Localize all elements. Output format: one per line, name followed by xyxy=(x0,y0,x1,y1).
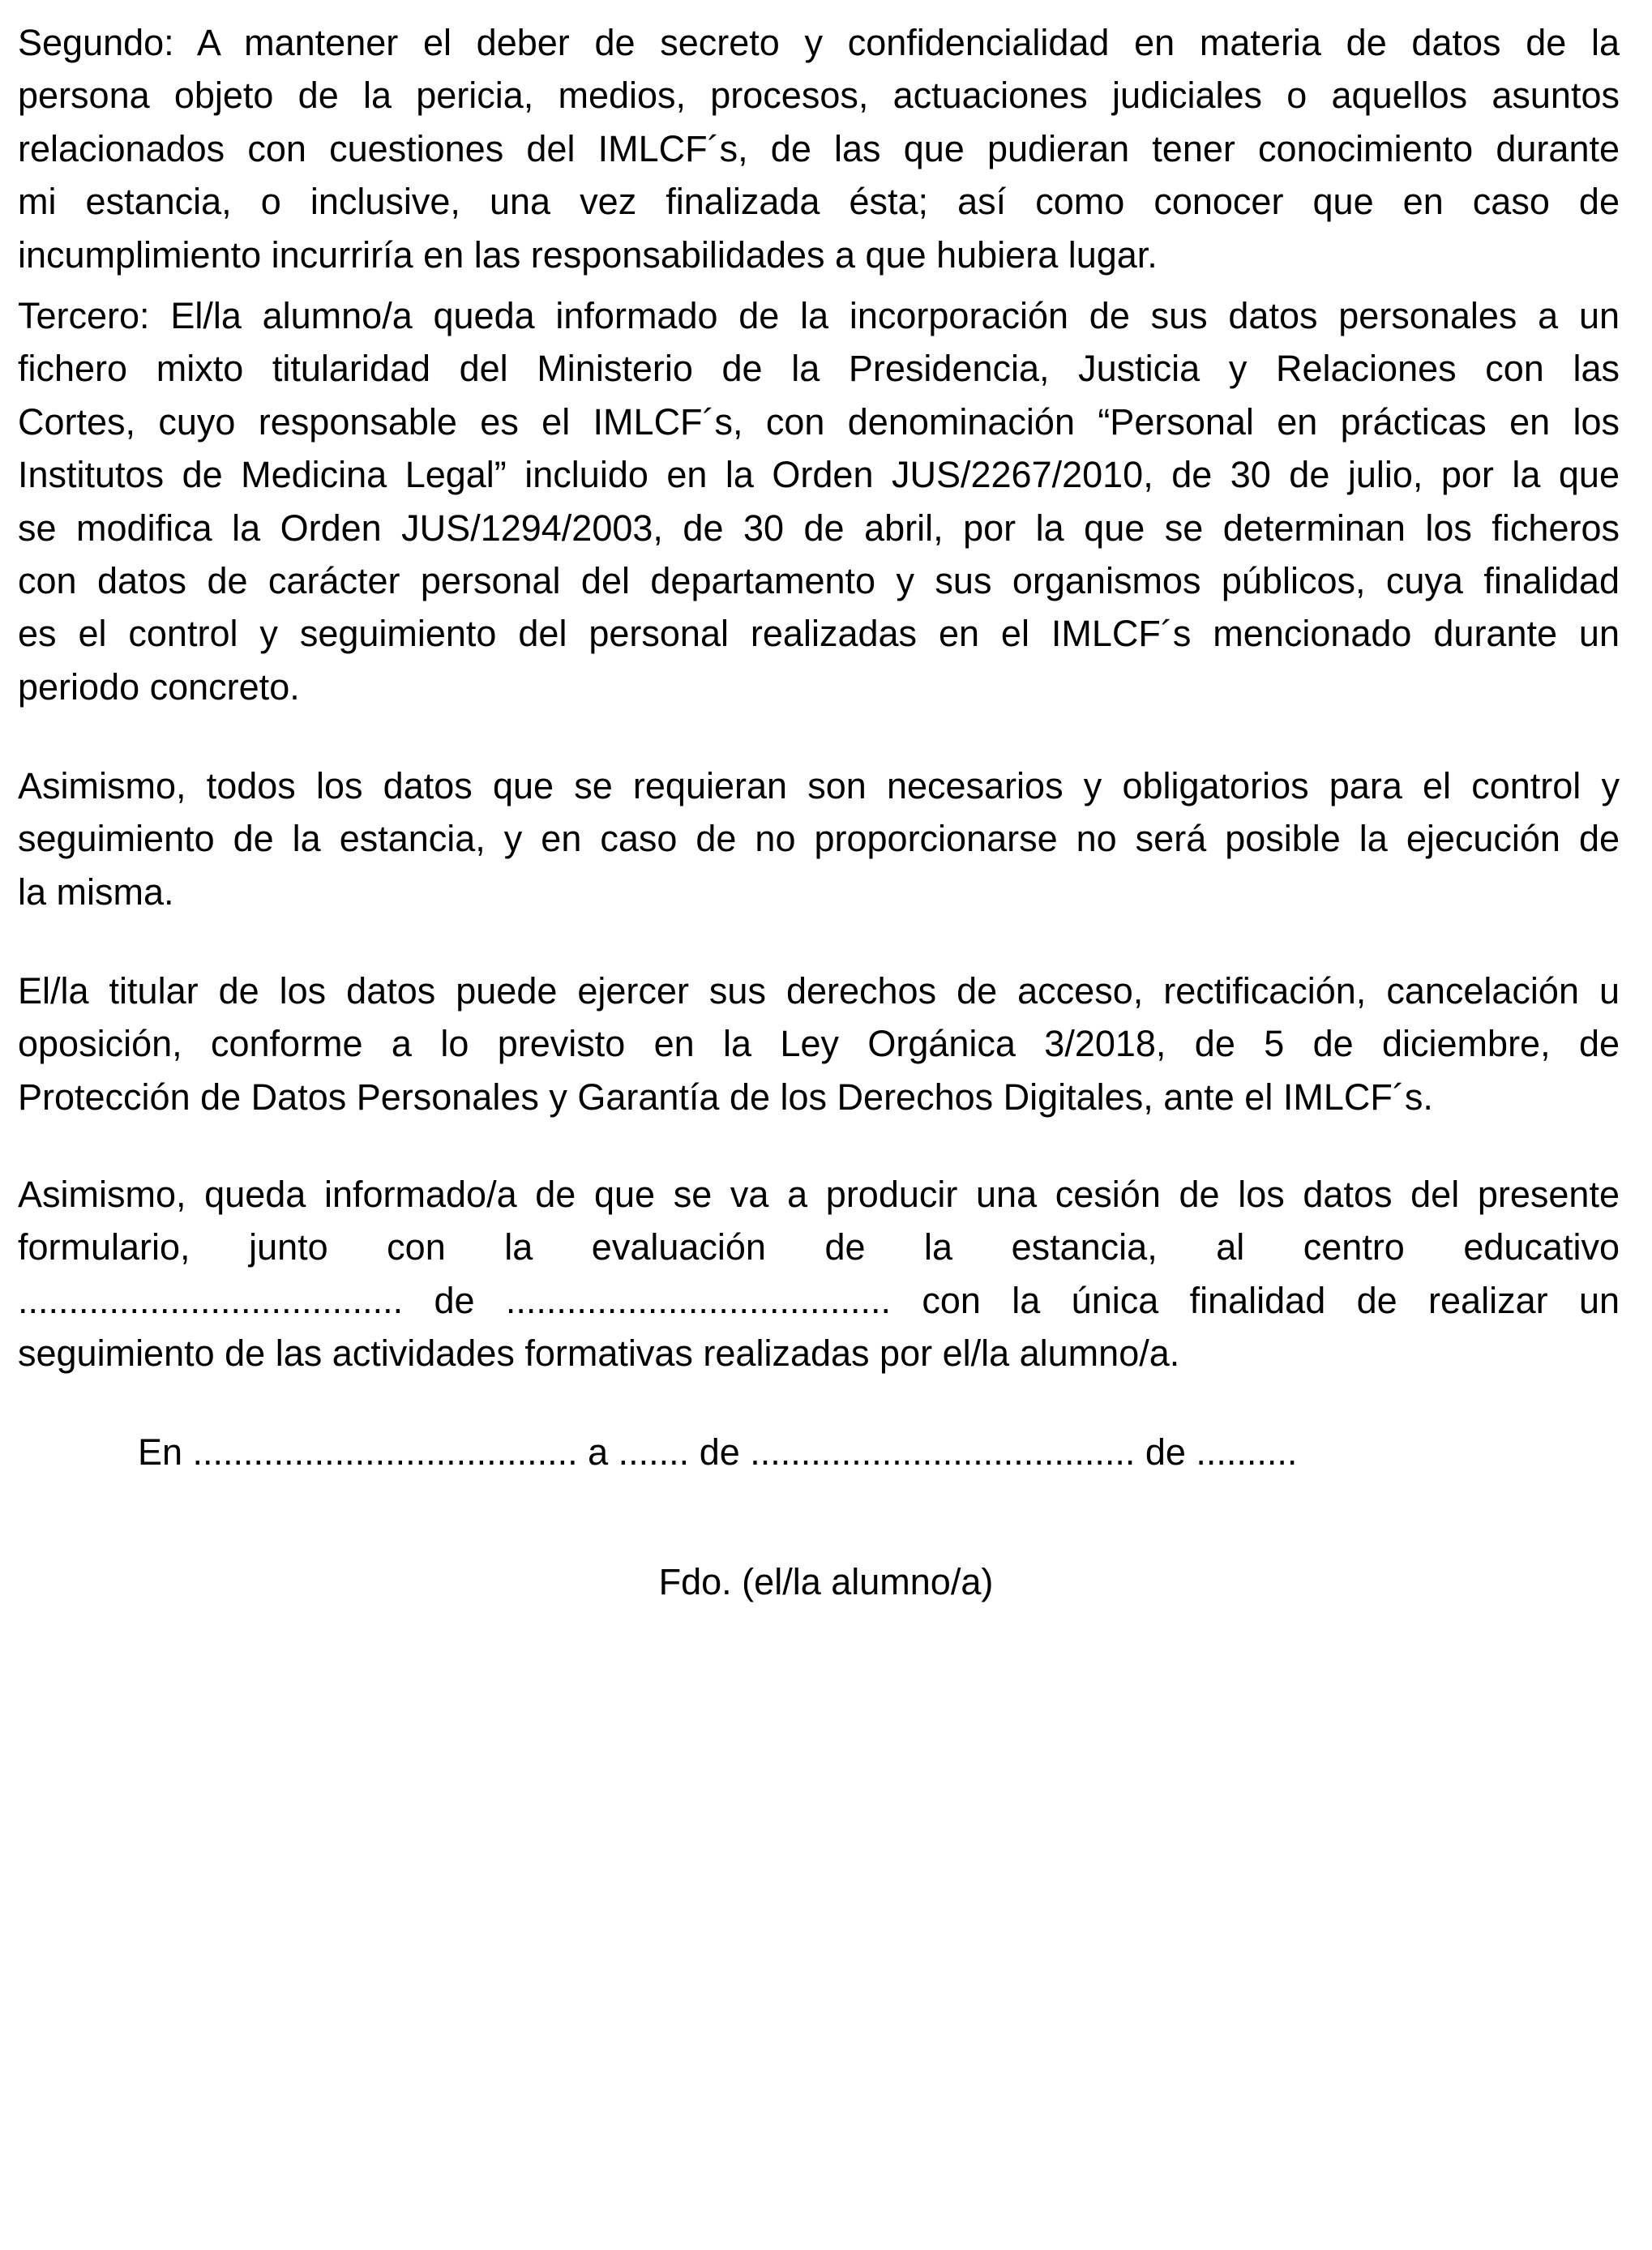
text-line: Cortes, cuyo responsable es el IMLCF´s, con denominación “Personal en prácticas en los xyxy=(18,400,1620,443)
text-line: oposición, conforme a lo previsto en la Ley Orgánica 3/2018, de 5 de diciembre, de xyxy=(18,1023,1620,1065)
text-line: Tercero: El/la alumno/a queda informado de la incorporación de sus datos personales a un xyxy=(18,295,1620,336)
text-line: la misma. xyxy=(18,870,174,913)
text-line: incumplimiento incurriría en las responsabilidades a que hubiera lugar. xyxy=(18,233,1158,276)
text-line: fichero mixto titularidad del Ministerio de la Presidencia, Justicia y Relaciones con las xyxy=(18,348,1620,390)
text-line: Asimismo, todos los datos que se requieran son necesarios y obligatorios para el control y xyxy=(18,765,1620,806)
place-date-line: En ...................................... a ....... de ...................................... de .......... xyxy=(138,1431,1298,1473)
text-line: El/la titular de los datos puede ejercer sus derechos de acceso, rectificación, cancelación u xyxy=(18,970,1620,1012)
text-line: relacionados con cuestiones del IMLCF´s, de las que pudieran tener conocimiento durante xyxy=(18,127,1620,169)
text-line: se modifica la Orden JUS/1294/2003, de 30 de abril, por la que se determinan los ficheros xyxy=(18,507,1620,549)
paragraph-asimismo-datos xyxy=(18,759,1620,918)
text-line: persona objeto de la pericia, medios, procesos, actuaciones judiciales o aquellos asuntos xyxy=(18,75,1620,117)
text-line: con datos de carácter personal del departamento y sus organismos públicos, cuya finalidad xyxy=(18,559,1620,601)
paragraph-segundo xyxy=(18,16,1620,281)
text-line: seguimiento de la estancia, y en caso de no proporcionarse no será posible la ejecución de xyxy=(18,818,1620,860)
text-line: mi estancia, o inclusive, una vez finalizada ésta; así como conocer que en caso de xyxy=(18,181,1620,223)
text-line-fill-blanks: ...................................... de ...................................... con la única finalidad de realizar un xyxy=(18,1279,1620,1321)
text-line: Asimismo, queda informado/a de que se va a producir una cesión de los datos del presente xyxy=(18,1174,1620,1215)
text-line: Segundo: A mantener el deber de secreto y confidencialidad en materia de datos de la xyxy=(18,22,1620,63)
paragraph-cesion xyxy=(18,1168,1620,1380)
text-line: es el control y seguimiento del personal realizadas en el IMLCF´s mencionado durante un xyxy=(18,613,1620,655)
text-line: periodo concreto. xyxy=(18,665,300,708)
text-line: seguimiento de las actividades formativas realizadas por el/la alumno/a. xyxy=(18,1332,1180,1375)
text-line: Institutos de Medicina Legal” incluido en la Orden JUS/2267/2010, de 30 de julio, por la que xyxy=(18,454,1620,496)
text-line: Protección de Datos Personales y Garantía de los Derechos Digitales, ante el IMLCF´s. xyxy=(18,1076,1433,1118)
paragraph-derechos xyxy=(18,965,1620,1123)
paragraph-tercero xyxy=(18,289,1620,713)
text-line: formulario, junto con la evaluación de la estancia, al centro educativo xyxy=(18,1226,1620,1268)
signature-label: Fdo. (el/la alumno/a) xyxy=(658,1561,994,1602)
